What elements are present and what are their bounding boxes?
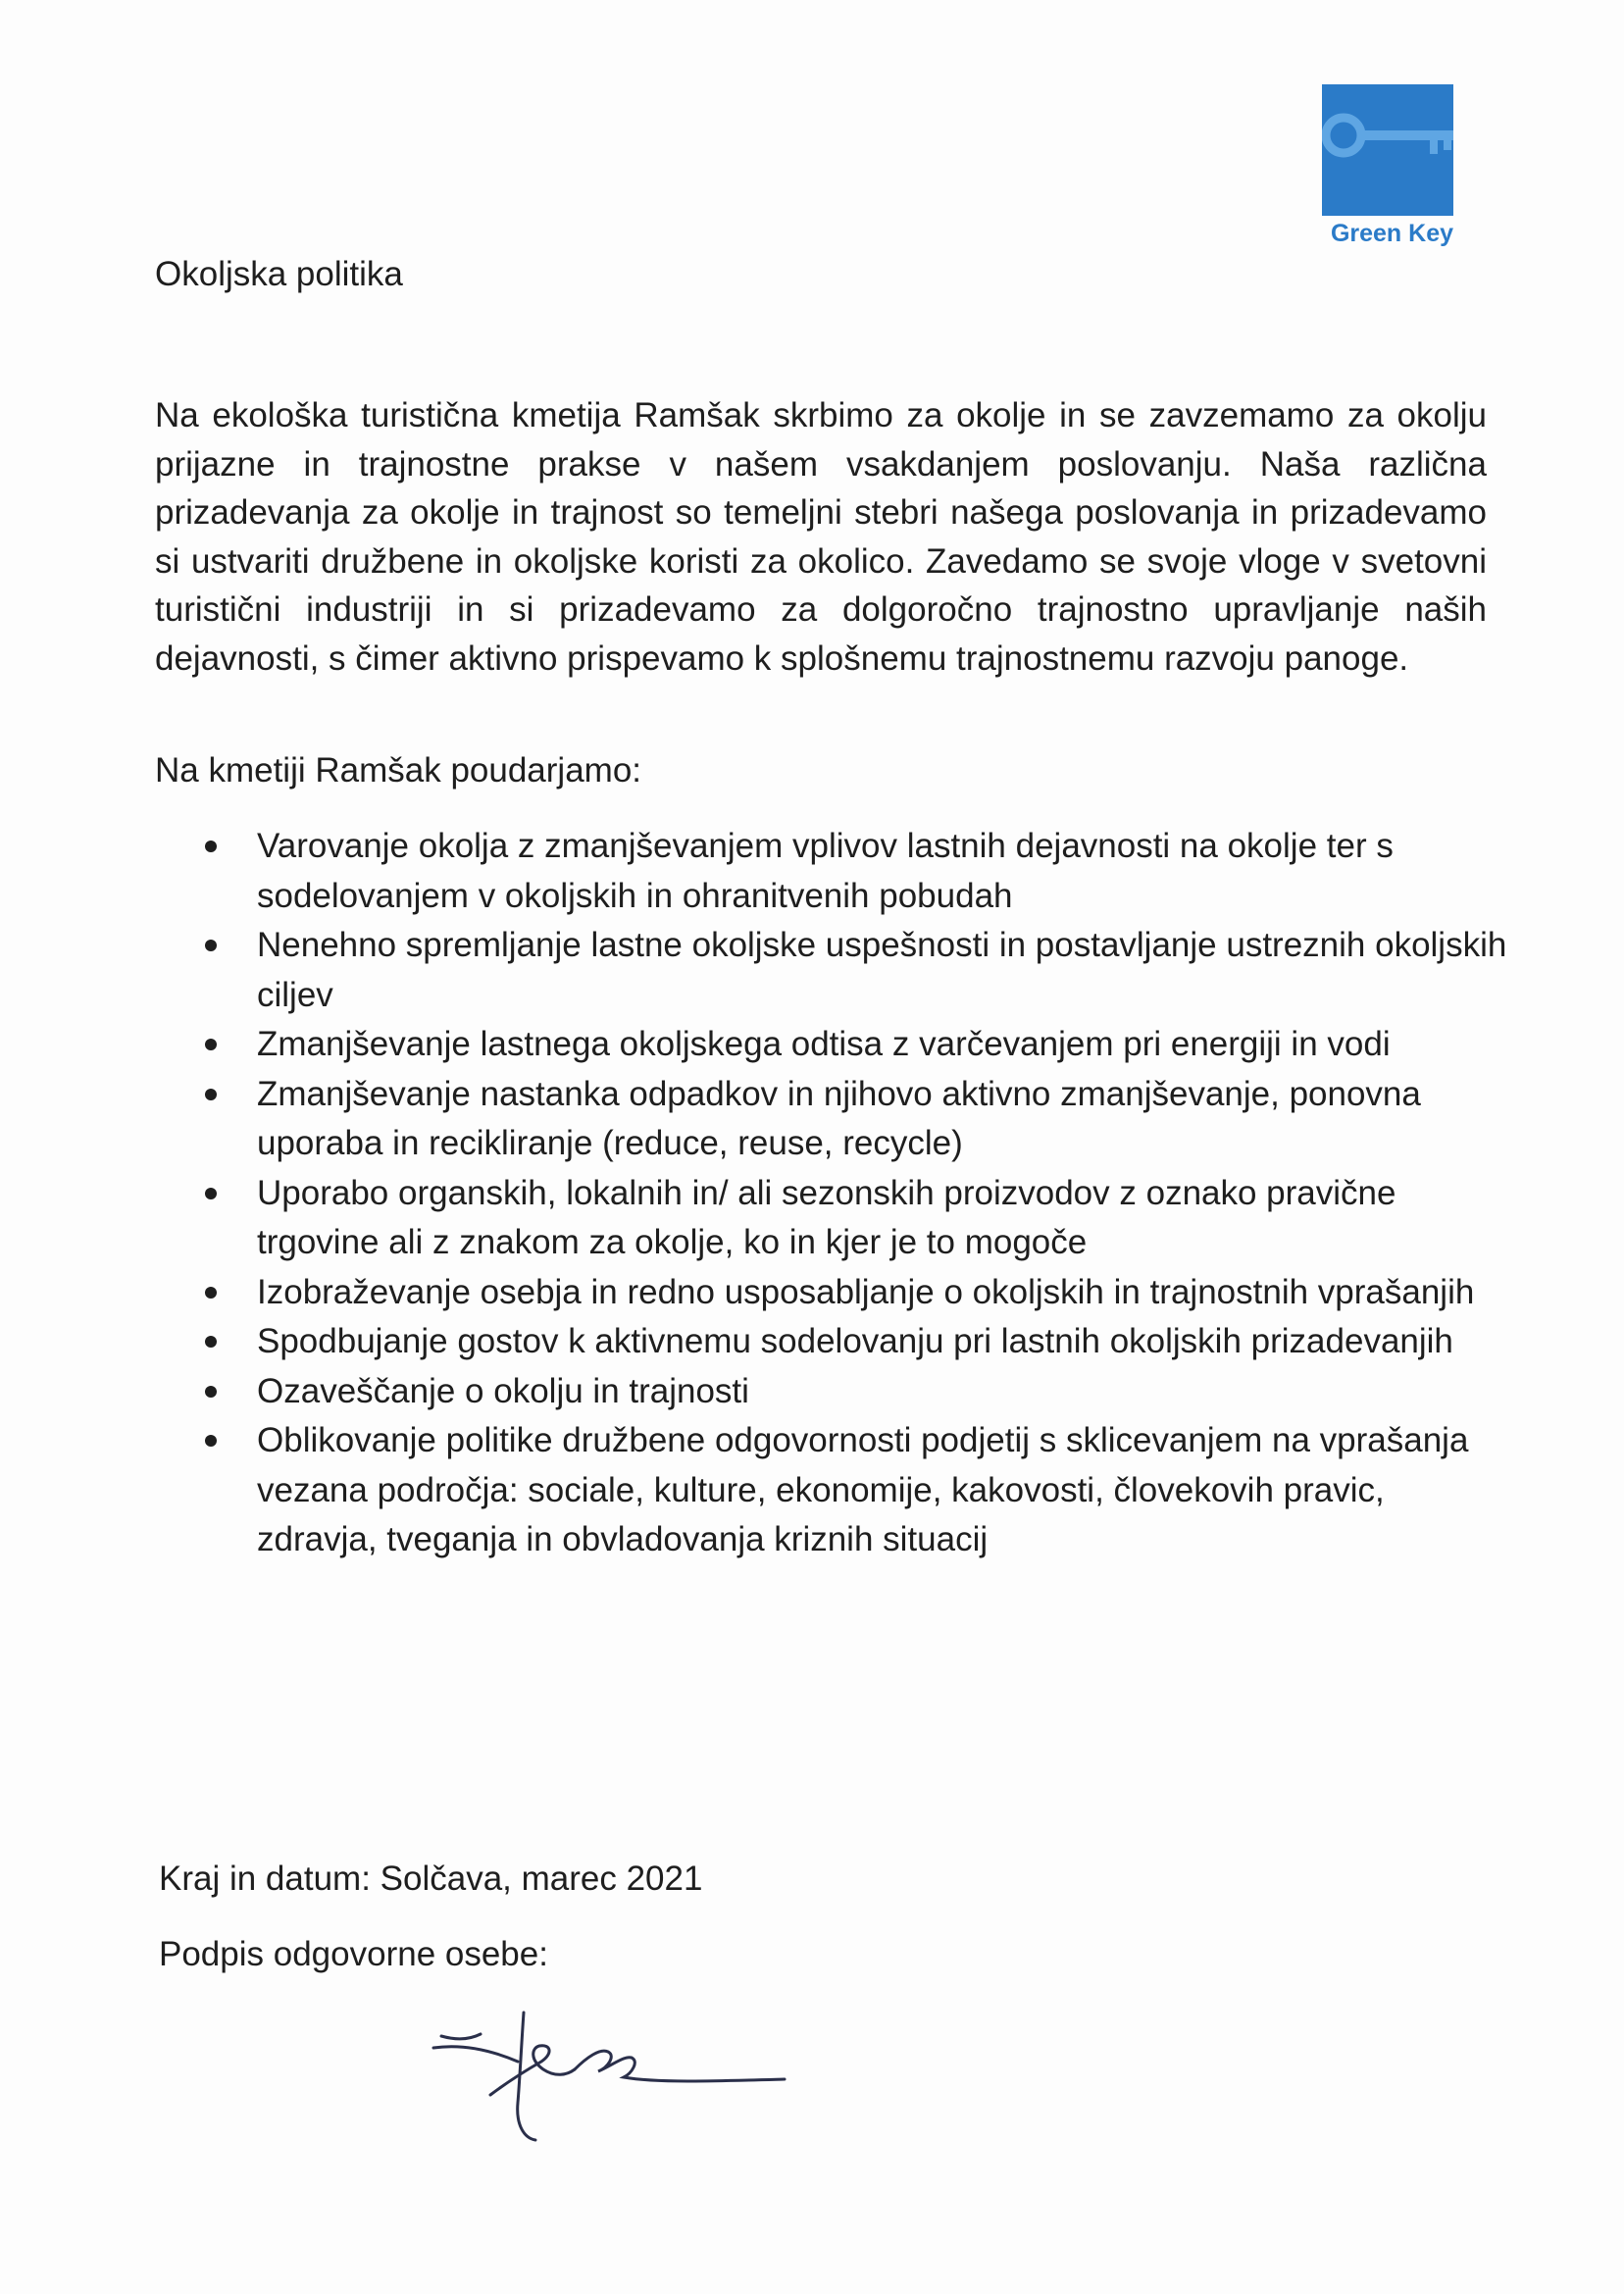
list-item-text: Zmanjševanje lastnega okoljskega odtisa z varčevanjem pri energiji in vodi bbox=[257, 1025, 1391, 1063]
bullet-icon bbox=[205, 1435, 217, 1447]
list-item-text: Spodbujanje gostov k aktivnemu sodelovanju pri lastnih okoljskih prizadevanjih bbox=[257, 1322, 1453, 1360]
list-item bbox=[155, 1268, 1508, 1318]
bullet-icon bbox=[205, 1039, 217, 1050]
handwritten-signature bbox=[422, 2001, 794, 2158]
key-icon bbox=[1322, 84, 1453, 216]
list-item bbox=[155, 1169, 1508, 1268]
list-item bbox=[155, 1070, 1508, 1169]
intro-paragraph: Na ekološka turistična kmetija Ramšak skrbimo za okolje in se zavzemamo za okolju prijazne in trajnostne prakse v našem vsakdanjem poslovanju. Naša različna prizadevanja za okolje in trajnost so temeljni stebri našega poslovanja in prizadevamo si ustvariti družbene in okoljske koristi za okolico. Zavedamo se svoje vloge v svetovni turistični industriji in si prizadevamo za dolgoročno trajnostno upravljanje naših dejavnosti, s čimer aktivno prispevamo k splošnemu trajnostnemu razvoju panoge. bbox=[155, 396, 1487, 678]
list-item bbox=[155, 1367, 1508, 1417]
list-item-text: Varovanje okolja z zmanjševanjem vplivov lastnih dejavnosti na okolje ter s sodelovanjem v okoljskih in ohranitvenih pobudah bbox=[257, 827, 1394, 915]
page-title: Okoljska politika bbox=[155, 255, 403, 293]
list-item bbox=[155, 1317, 1508, 1367]
list-item-text: Zmanjševanje nastanka odpadkov in njihovo aktivno zmanjševanje, ponovna uporaba in recikliranje (reduce, reuse, recycle) bbox=[257, 1074, 1421, 1162]
bullet-icon bbox=[205, 841, 217, 852]
list-item-text: Nenehno spremljanje lastne okoljske uspešnosti in postavljanje ustreznih okoljskih ciljev bbox=[257, 926, 1507, 1014]
bullet-list bbox=[155, 822, 1508, 1565]
list-item bbox=[155, 1020, 1508, 1070]
bullet-icon bbox=[205, 940, 217, 951]
bullet-icon bbox=[205, 1188, 217, 1199]
green-key-logo bbox=[1322, 84, 1453, 216]
signature-label: Podpis odgovorne osebe: bbox=[159, 1935, 548, 1973]
list-item bbox=[155, 1416, 1508, 1565]
place-and-date: Kraj in datum: Solčava, marec 2021 bbox=[159, 1860, 703, 1898]
logo-text: Green Key bbox=[1330, 220, 1453, 247]
list-item bbox=[155, 921, 1508, 1020]
list-item-text: Oblikovanje politike družbene odgovornosti podjetij s sklicevanjem na vprašanja vezana področja: sociale, kulture, ekonomije, kakovosti, človekovih pravic, zdravja, tveganja in obvladovanja kriznih situacij bbox=[257, 1421, 1469, 1558]
list-lead: Na kmetiji Ramšak poudarjamo: bbox=[155, 751, 642, 790]
bullet-icon bbox=[205, 1336, 217, 1348]
list-item bbox=[155, 822, 1508, 921]
list-item-text: Izobraževanje osebja in redno usposabljanje o okoljskih in trajnostnih vprašanjih bbox=[257, 1272, 1475, 1311]
bullet-icon bbox=[205, 1089, 217, 1100]
bullet-icon bbox=[205, 1386, 217, 1398]
list-item-text: Ozaveščanje o okolju in trajnosti bbox=[257, 1371, 749, 1410]
list-item-text: Uporabo organskih, lokalnih in/ ali sezonskih proizvodov z oznako pravične trgovine ali z znakom za okolje, ko in kjer je to mogoče bbox=[257, 1173, 1396, 1261]
bullet-icon bbox=[205, 1287, 217, 1299]
